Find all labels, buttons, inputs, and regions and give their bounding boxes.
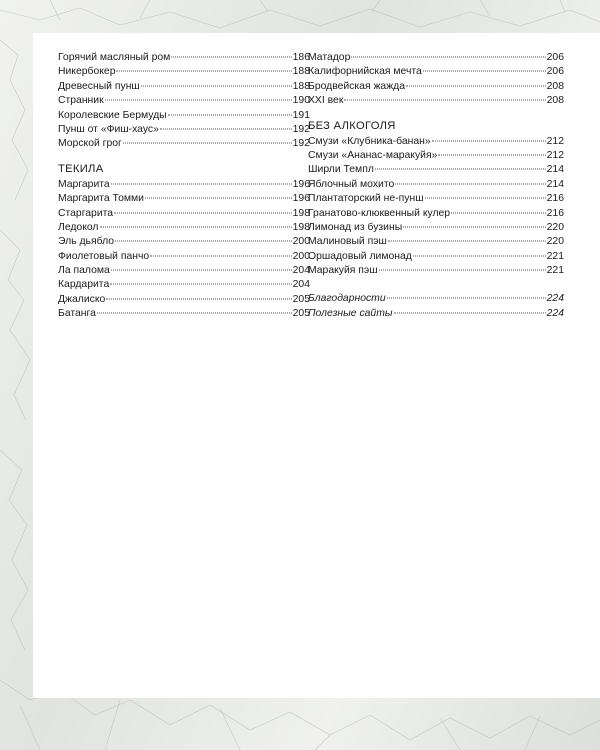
toc-entry-page: 198 — [292, 207, 310, 219]
toc-entry — [308, 51, 564, 65]
toc-entry-title: Ширли Темпл — [308, 164, 374, 176]
toc-entry-page: 198 — [292, 221, 310, 233]
toc-leader-dots — [432, 140, 546, 141]
toc-entry-title: Полезные сайты — [308, 307, 393, 319]
toc-entry — [58, 264, 310, 278]
toc-leader-dots — [403, 226, 545, 227]
toc-entry-page: 200 — [292, 236, 310, 248]
toc-entry-page: 204 — [292, 279, 310, 291]
toc-leader-dots — [394, 312, 546, 313]
toc-entry-page: 216 — [546, 207, 564, 219]
toc-leader-dots — [413, 255, 546, 256]
toc-entry-title: Фиолетовый панчо — [58, 250, 150, 262]
toc-entry — [58, 178, 310, 192]
toc-leader-dots — [123, 143, 292, 144]
toc-entry-title: Смузи «Клубника-банан» — [308, 135, 431, 147]
toc-entry-page: 221 — [546, 265, 564, 277]
toc-entry-page: 212 — [546, 135, 564, 147]
toc-leader-dots — [114, 212, 292, 213]
toc-entry-page: 204 — [292, 265, 310, 277]
toc-entry-page: 220 — [546, 221, 564, 233]
section-heading-tequila: ТЕКИЛА — [58, 162, 104, 175]
toc-entry-title: Ла палома — [58, 265, 110, 277]
toc-entry — [58, 278, 310, 292]
toc-leader-dots — [145, 198, 292, 199]
toc-entry-page: 224 — [546, 293, 564, 305]
toc-leader-dots — [406, 85, 546, 86]
toc-entry — [58, 109, 310, 123]
toc-leader-dots — [425, 198, 546, 199]
toc-leader-dots — [423, 71, 546, 72]
toc-entry — [308, 192, 564, 206]
toc-leader-dots — [388, 241, 546, 242]
toc-entry-title: Джалиско — [58, 293, 106, 305]
toc-entry-title: Плантаторский не-пунш — [308, 193, 424, 205]
toc-entry-page: 224 — [546, 307, 564, 319]
toc-entry-page: 196 — [292, 178, 310, 190]
toc-leader-dots — [395, 183, 545, 184]
toc-leader-dots — [111, 270, 292, 271]
toc-leader-dots — [351, 57, 545, 58]
toc-entry-page: 191 — [292, 109, 310, 121]
toc-entry — [58, 293, 310, 307]
toc-entry-page: 200 — [292, 250, 310, 262]
toc-entry-title: Маракуйя пэш — [308, 265, 378, 277]
toc-entry-title: Гранатово-клюквенный кулер — [308, 207, 451, 219]
toc-entry — [308, 235, 564, 249]
toc-entry-page: 186 — [292, 52, 310, 63]
toc-entry-title: Королевские Бермуды — [58, 109, 167, 121]
toc-entry-title: Оршадовый лимонад — [308, 250, 412, 262]
toc-leader-dots — [97, 313, 292, 314]
toc-entry-page: 188 — [292, 66, 310, 78]
toc-entry-title: Морской грог — [58, 138, 122, 150]
section-spacer — [308, 278, 564, 292]
toc-entry-page: 190 — [292, 95, 310, 107]
toc-entry-title: Благодарности — [308, 293, 386, 305]
toc-entry-title: Пунш от «Фиш-хаус» — [58, 123, 159, 135]
toc-leader-dots — [379, 270, 546, 271]
toc-entry-page: 206 — [546, 52, 564, 63]
toc-entry — [58, 250, 310, 264]
toc-leader-dots — [106, 298, 291, 299]
toc-entry — [308, 264, 564, 278]
toc-leader-dots — [100, 226, 292, 227]
toc-entry-title: XXI век — [308, 95, 344, 107]
book-page — [33, 33, 600, 698]
toc-entry-title: Никербокер — [58, 66, 116, 78]
toc-entry — [58, 123, 310, 137]
toc-entry — [308, 135, 564, 149]
toc-entry-title: Лимонад из бузины — [308, 221, 403, 233]
toc-leader-dots — [451, 212, 546, 213]
toc-entry — [308, 65, 564, 79]
toc-leader-dots — [168, 114, 292, 115]
toc-entry-page: 192 — [292, 138, 310, 150]
toc-leader-dots — [387, 298, 546, 299]
toc-leader-dots — [115, 241, 292, 242]
toc-entry — [308, 149, 564, 163]
toc-leader-dots — [105, 100, 292, 101]
toc-entry-useful-sites — [308, 307, 564, 321]
toc-entry-title: Маргарита Томми — [58, 193, 144, 205]
toc-entry-page: 196 — [292, 193, 310, 205]
toc-entry-page: 208 — [546, 95, 564, 107]
toc-leader-dots — [111, 183, 292, 184]
toc-entry-page: 212 — [546, 149, 564, 161]
toc-entry-title: Смузи «Ананас-маракуйя» — [308, 149, 438, 161]
toc-entry-title: Горячий масляный ром — [58, 52, 171, 63]
toc-entry — [58, 307, 310, 321]
toc-entry-title: Калифорнийская мечта — [308, 66, 422, 78]
toc-entry-page: 214 — [546, 178, 564, 190]
toc-entry-page: 220 — [546, 236, 564, 248]
toc-entry-page: 216 — [546, 193, 564, 205]
toc-leader-dots — [375, 169, 546, 170]
toc-entry-title: Матадор — [308, 52, 351, 63]
toc-entry-page: 205 — [292, 293, 310, 305]
toc-entry-page: 206 — [546, 66, 564, 78]
toc-entry-page: 192 — [292, 123, 310, 135]
toc-entry — [58, 235, 310, 249]
toc-entry-title: Маргарита — [58, 178, 110, 190]
toc-entry-title: Батанга — [58, 308, 96, 320]
toc-entry — [58, 94, 310, 108]
toc-leader-dots — [141, 85, 292, 86]
toc-leader-dots — [110, 284, 291, 285]
toc-entry — [308, 80, 564, 94]
toc-entry — [58, 80, 310, 94]
toc-entry-title: Старгарита — [58, 207, 114, 219]
toc-entry-title: Кардарита — [58, 279, 110, 291]
toc-entry-title: Древесный пунш — [58, 80, 140, 92]
toc-entry — [58, 51, 310, 65]
toc-entry-title: Яблочный мохито — [308, 178, 395, 190]
toc-entry-page: 188 — [292, 80, 310, 92]
toc-leader-dots — [150, 255, 291, 256]
toc-entry — [58, 65, 310, 79]
toc-entry-page: 205 — [292, 308, 310, 320]
toc-leader-dots — [438, 154, 545, 155]
toc-left-column — [58, 51, 310, 322]
toc-entry — [308, 163, 564, 177]
toc-leader-dots — [160, 128, 292, 129]
toc-entry-title: Ледокол — [58, 221, 99, 233]
toc-entry — [58, 192, 310, 206]
toc-entry-title: Странник — [58, 95, 104, 107]
toc-entry — [58, 221, 310, 235]
toc-entry — [308, 94, 564, 108]
section-heading-non-alcoholic: БЕЗ АЛКОГОЛЯ — [308, 119, 396, 132]
toc-entry — [58, 137, 310, 151]
toc-entry-acknowledgements — [308, 292, 564, 306]
toc-leader-dots — [171, 57, 291, 58]
toc-entry-title: Малиновый пэш — [308, 236, 387, 248]
toc-leader-dots — [344, 100, 545, 101]
toc-entry-page: 214 — [546, 164, 564, 176]
toc-leader-dots — [116, 71, 291, 72]
toc-entry — [308, 221, 564, 235]
toc-entry-title: Эль дьябло — [58, 236, 115, 248]
toc-entry — [308, 250, 564, 264]
toc-entry-page: 208 — [546, 80, 564, 92]
toc-entry — [308, 178, 564, 192]
toc-right-column — [308, 51, 564, 321]
toc-entry — [308, 207, 564, 221]
toc-entry-title: Бродвейская жажда — [308, 80, 405, 92]
toc-entry — [58, 207, 310, 221]
toc-entry-page: 221 — [546, 250, 564, 262]
